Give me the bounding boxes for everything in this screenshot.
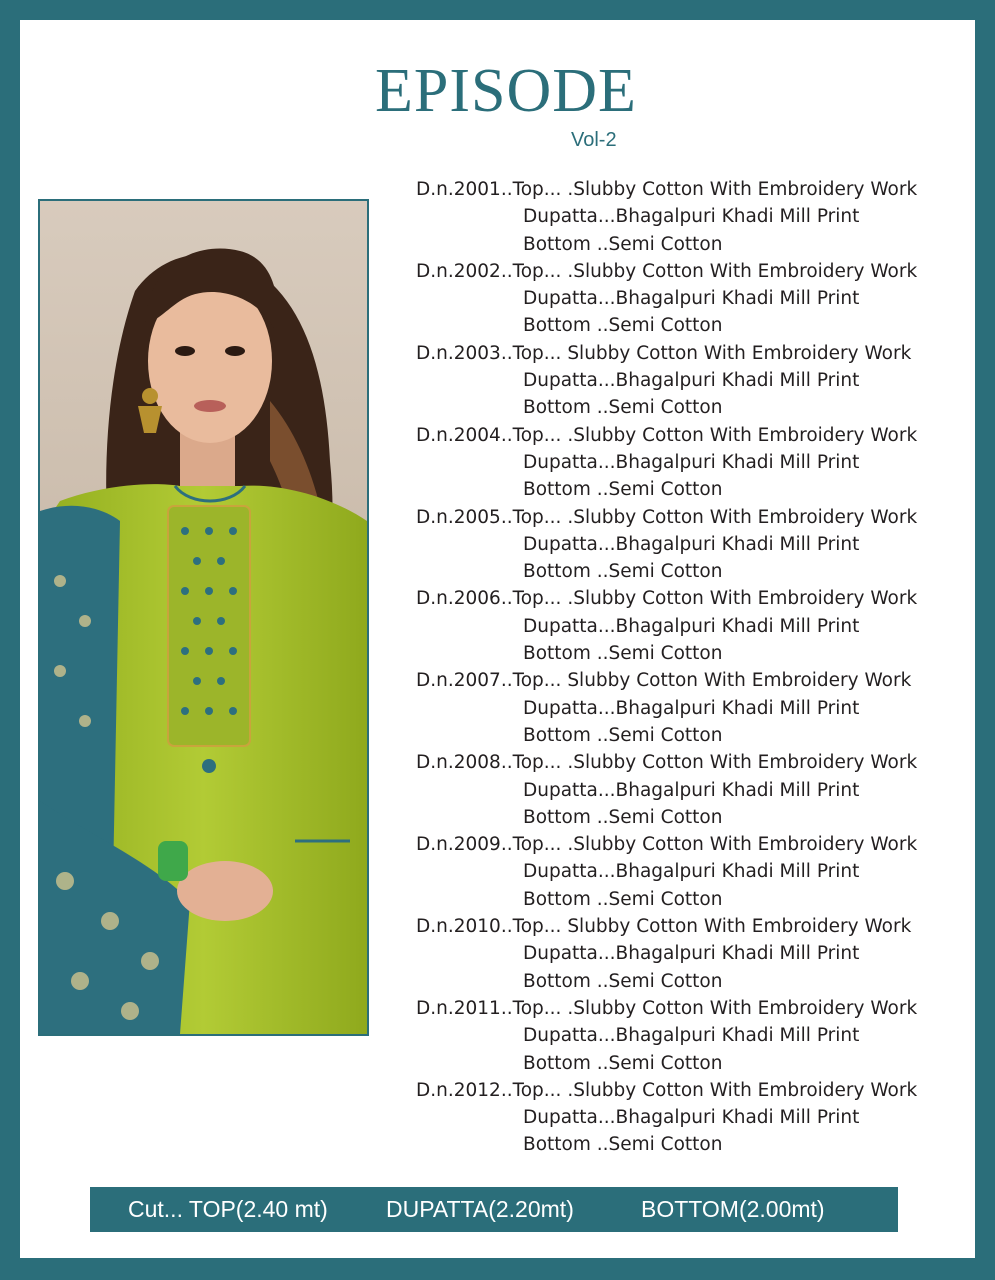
design-bottom-line: Bottom ..Semi Cotton: [523, 643, 723, 665]
design-dupatta-line: Dupatta...Bhagalpuri Khadi Mill Print: [523, 451, 860, 473]
design-entry: [416, 831, 956, 913]
design-top-line: D.n.2005..Top... .Slubby Cotton With Embroidery Work: [416, 506, 918, 528]
design-dupatta-line: Dupatta...Bhagalpuri Khadi Mill Print: [523, 943, 860, 965]
design-bottom-line: Bottom ..Semi Cotton: [523, 561, 723, 583]
design-top-line: D.n.2010..Top... Slubby Cotton With Embroidery Work: [416, 916, 912, 938]
design-dupatta-line: Dupatta...Bhagalpuri Khadi Mill Print: [523, 206, 860, 228]
design-dupatta-line: Dupatta...Bhagalpuri Khadi Mill Print: [523, 533, 860, 555]
design-dupatta-line: Dupatta...Bhagalpuri Khadi Mill Print: [523, 1025, 860, 1047]
design-entry: [416, 1077, 956, 1159]
design-bottom-line: Bottom ..Semi Cotton: [523, 1134, 723, 1156]
design-entry: [416, 749, 956, 831]
design-top-line: D.n.2008..Top... .Slubby Cotton With Embroidery Work: [416, 752, 918, 774]
design-entry: [416, 422, 956, 504]
design-bottom-line: Bottom ..Semi Cotton: [523, 1052, 723, 1074]
bottom-cut-text: BOTTOM(2.00mt): [641, 1196, 825, 1222]
design-top-line: D.n.2012..Top... .Slubby Cotton With Embroidery Work: [416, 1079, 918, 1101]
design-top-line: D.n.2001..Top... .Slubby Cotton With Embroidery Work: [416, 179, 918, 200]
design-dupatta-line: Dupatta...Bhagalpuri Khadi Mill Print: [523, 288, 860, 310]
model-photo: [38, 199, 369, 1036]
dupatta-cut-text: DUPATTA(2.20mt): [386, 1196, 574, 1222]
catalog-title: EPISODE: [375, 57, 637, 125]
top-cut-text: Cut... TOP(2.40 mt): [128, 1196, 328, 1222]
design-entry: [416, 340, 956, 422]
design-entry: [416, 585, 956, 667]
design-bottom-line: Bottom ..Semi Cotton: [523, 397, 723, 419]
design-entry: [416, 176, 956, 258]
design-dupatta-line: Dupatta...Bhagalpuri Khadi Mill Print: [523, 779, 860, 801]
design-top-line: D.n.2003..Top... Slubby Cotton With Embroidery Work: [416, 342, 912, 364]
design-entry: [416, 667, 956, 749]
design-entry: [416, 258, 956, 340]
design-bottom-line: Bottom ..Semi Cotton: [523, 315, 723, 337]
design-top-line: D.n.2011..Top... .Slubby Cotton With Embroidery Work: [416, 997, 918, 1019]
catalog-subtitle: Vol-2: [571, 129, 617, 151]
design-bottom-line: Bottom ..Semi Cotton: [523, 479, 723, 501]
design-bottom-line: Bottom ..Semi Cotton: [523, 724, 723, 746]
design-dupatta-line: Dupatta...Bhagalpuri Khadi Mill Print: [523, 1107, 860, 1129]
design-entry: [416, 995, 956, 1077]
fabric-cut-banner: [90, 1187, 898, 1232]
design-top-line: D.n.2006..Top... .Slubby Cotton With Embroidery Work: [416, 588, 918, 610]
design-dupatta-line: Dupatta...Bhagalpuri Khadi Mill Print: [523, 697, 860, 719]
design-bottom-line: Bottom ..Semi Cotton: [523, 233, 723, 255]
design-top-line: D.n.2009..Top... .Slubby Cotton With Embroidery Work: [416, 834, 918, 856]
design-bottom-line: Bottom ..Semi Cotton: [523, 970, 723, 992]
design-top-line: D.n.2002..Top... .Slubby Cotton With Embroidery Work: [416, 260, 918, 282]
design-top-line: D.n.2007..Top... Slubby Cotton With Embroidery Work: [416, 670, 912, 692]
design-list: [416, 176, 956, 1159]
design-dupatta-line: Dupatta...Bhagalpuri Khadi Mill Print: [523, 615, 860, 637]
design-bottom-line: Bottom ..Semi Cotton: [523, 888, 723, 910]
design-top-line: D.n.2004..Top... .Slubby Cotton With Embroidery Work: [416, 424, 918, 446]
design-dupatta-line: Dupatta...Bhagalpuri Khadi Mill Print: [523, 370, 860, 392]
design-entry: [416, 913, 956, 995]
design-dupatta-line: Dupatta...Bhagalpuri Khadi Mill Print: [523, 861, 860, 883]
design-entry: [416, 504, 956, 586]
design-bottom-line: Bottom ..Semi Cotton: [523, 806, 723, 828]
